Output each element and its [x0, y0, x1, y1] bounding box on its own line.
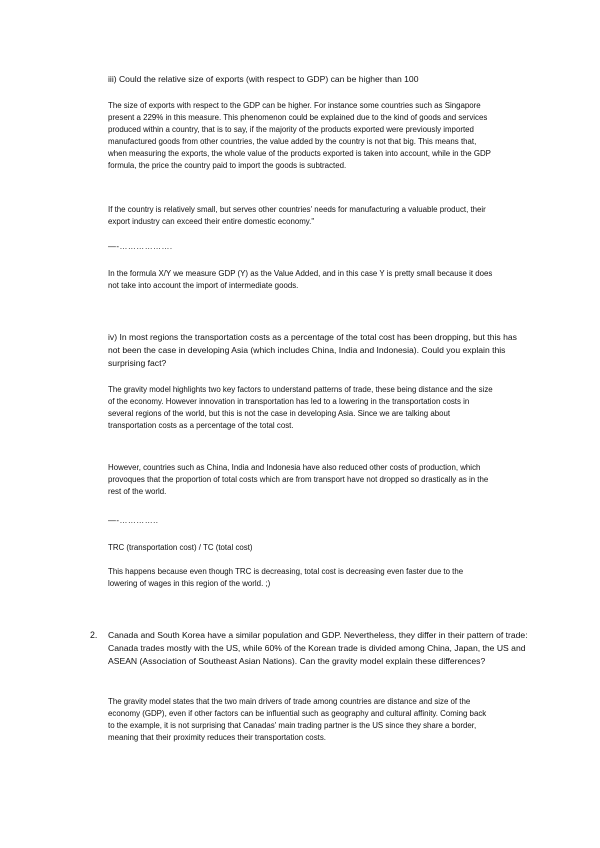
- question-2-number: 2.: [90, 630, 98, 640]
- answer-iv-paragraph-3: This happens because even though TRC is decreasing, total cost is decreasing even faster due to the lowering of wages in this region of the world. ;): [108, 567, 464, 588]
- question-iv: iv) In most regions the transportation costs as a percentage of the total cost has been dropping, but this has not been the case in developing Asia (which includes China, India and Indonesia). Could you explain this surprising fact?: [108, 332, 517, 368]
- answer-iv-paragraph-2: However, countries such as China, India and Indonesia have also reduced other costs of production, which provoques that the proportion of total costs which are from transport have not dropped so drastically as in the rest of the world.: [108, 463, 489, 496]
- separator-iv: —-…………..: [108, 516, 159, 525]
- answer-iii-paragraph-2: If the country is relatively small, but serves other countries' needs for manufacturing a valuable product, their export industry can exceed their entire domestic economy.": [108, 205, 486, 226]
- answer-iii-paragraph-3: In the formula X/Y we measure GDP (Y) as the Value Added, and in this case Y is pretty small because it does not take into account the import of intermediate goods.: [108, 269, 493, 290]
- separator-iii: —-……………….: [108, 242, 173, 251]
- question-iii: iii) Could the relative size of exports (with respect to GDP) can be higher than 100: [108, 74, 419, 84]
- answer-iv-paragraph-1: The gravity model highlights two key factors to understand patterns of trade, these being distance and the size of the economy. However innovation in transportation has led to a lowering in the transportation costs in several regions of the world, but this is not the case in developing Asia. Since we are talking about transportation costs as a percentage of the total cost.: [108, 385, 493, 430]
- answer-iii-paragraph-1: The size of exports with respect to the GDP can be higher. For instance some countries such as Singapore present a 229% in this measure. This phenomenon could be explained due to the kind of goods and services produced within a country, that is to say, if the majority of the products exported were previously imported manufactured goods from other countries, the value added by the country is not that big. This means that, when measuring the exports, the whole value of the products exported is taken into account, while in the GDP formula, the price the country paid to import the goods is subtracted.: [108, 101, 491, 170]
- formula-trc-tc: TRC (transportation cost) / TC (total cost): [108, 543, 253, 552]
- question-2: Canada and South Korea have a similar population and GDP. Nevertheless, they differ in their pattern of trade: Canada trades mostly with the US, while 60% of the Korean trade is divided among China, Japan, the US and ASEAN (Association of Southeast Asian Nations). Can the gravity model explain these differences?: [108, 630, 528, 666]
- answer-2-paragraph-1: The gravity model states that the two main drivers of trade among countries are distance and size of the economy (GDP), even if other factors can be influential such as geography and cultural affinity. Coming back to the example, it is not surprising that Canadas' main trading partner is the US since they share a border, meaning that their proximity reduces their transportation costs.: [108, 697, 487, 742]
